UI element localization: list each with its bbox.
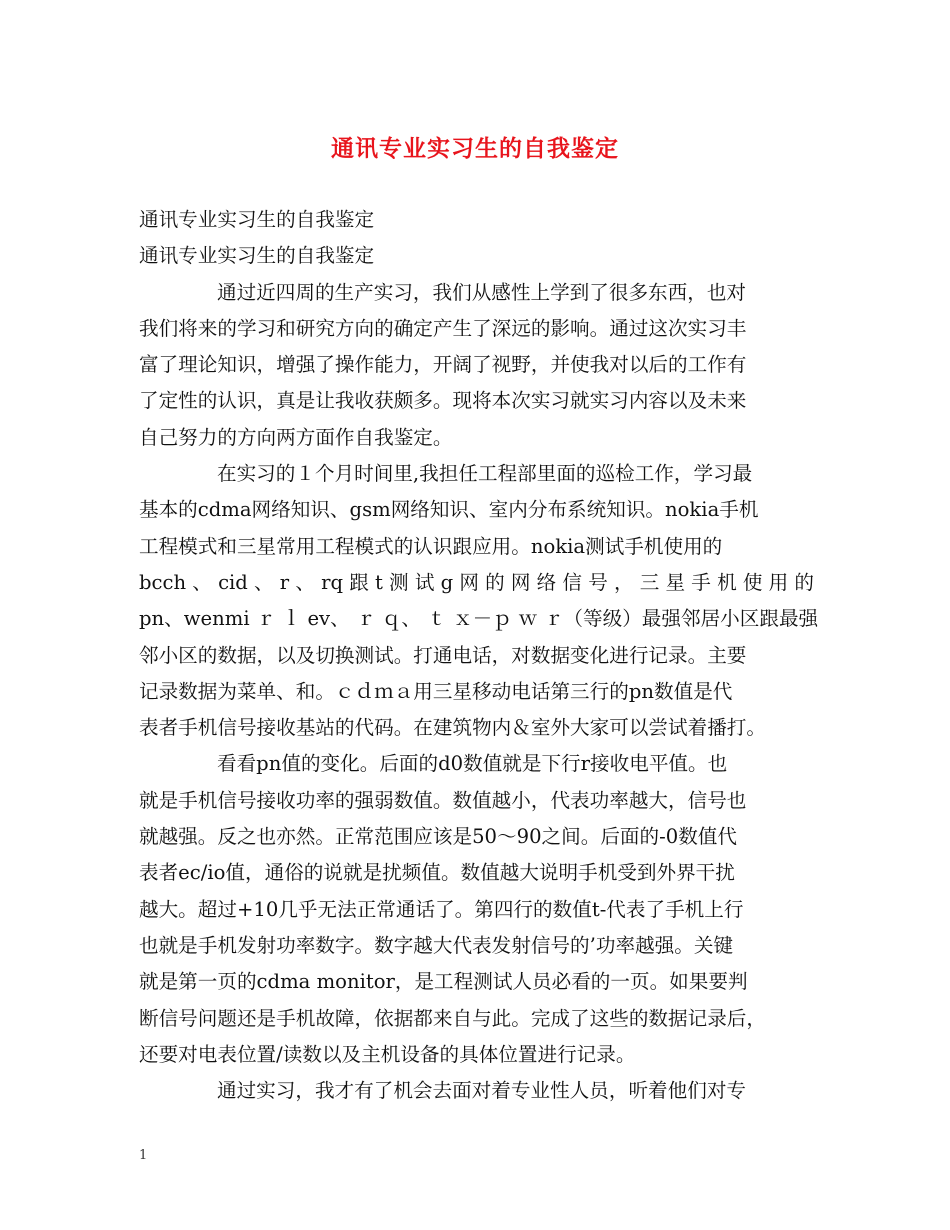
paragraph-line: 自己努力的方向两方面作自我鉴定。 <box>139 425 453 449</box>
document-body <box>139 202 819 1109</box>
paragraph-line: 基本的cdma网络知识、gsm网络知识、室内分布系统知识。nokia手机 <box>139 498 759 522</box>
paragraph-line: 就是第一页的cdma monitor，是工程测试人员必看的一页。如果要判 <box>139 970 748 994</box>
subtitle-line: 通讯专业实习生的自我鉴定 <box>139 244 375 268</box>
paragraph-line: 就越强。反之也亦然。正常范围应该是50～90之间。后面的-0数值代 <box>139 825 737 849</box>
paragraph-line: 表者ec/io值，通俗的说就是扰频值。数值越大说明手机受到外界干扰 <box>139 861 735 885</box>
paragraph-line: 通过近四周的生产实习，我们从感性上学到了很多东西，也对 <box>217 280 747 304</box>
paragraph-line: 了定性的认识，真是让我收获颇多。现将本次实习就实习内容以及未来 <box>139 389 747 413</box>
paragraph-line: pn、wenmi ｒ ｌ ev、 ｒ ｑ、 ｔ ｘ－ｐ ｗ ｒ（等级）最强邻居小区跟最强 <box>139 607 819 631</box>
paragraph-line: 看看pn值的变化。后面的d0数值就是下行r接收电平值。也 <box>217 752 728 776</box>
paragraph-line: 就是手机信号接收功率的强弱数值。数值越小，代表功率越大，信号也 <box>139 788 747 812</box>
paragraph-line: 断信号问题还是手机故障，依据都来自与此。完成了这些的数据记录后， <box>139 1006 766 1030</box>
paragraph-line: 表者手机信号接收基站的代码。在建筑物内＆室外大家可以尝试着播打。 <box>139 716 766 740</box>
paragraph-line: 工程模式和三星常用工程模式的认识跟应用。nokia测试手机使用的 <box>139 534 723 558</box>
paragraph-line: 富了理论知识，增强了操作能力，开阔了视野，并使我对以后的工作有 <box>139 353 747 377</box>
paragraph-line: 我们将来的学习和研究方向的确定产生了深远的影响。通过这次实习丰 <box>139 316 747 340</box>
paragraph-line: 也就是手机发射功率数字。数字越大代表发射信号的’功率越强。关键 <box>139 933 734 957</box>
paragraph-line: 还要对电表位置/读数以及主机设备的具体位置进行记录。 <box>139 1042 636 1066</box>
paragraph-line: 通过实习，我才有了机会去面对着专业性人员，听着他们对专 <box>217 1079 747 1103</box>
paragraph-line: 在实习的１个月时间里,我担任工程部里面的巡检工作，学习最 <box>217 462 753 486</box>
paragraph-line: 越大。超过+10几乎无法正常通话了。第四行的数值t-代表了手机上行 <box>139 897 744 921</box>
paragraph-line: 邻小区的数据，以及切换测试。打通电话，对数据变化进行记录。主要 <box>139 643 747 667</box>
paragraph-line: bcch、cid、r、rq跟t测试g网的网络信号，三星手机使用的 <box>139 570 814 594</box>
subtitle-line: 通讯专业实习生的自我鉴定 <box>139 208 375 231</box>
page-number: 1 <box>139 1148 148 1163</box>
document-title: 通讯专业实习生的自我鉴定 <box>331 135 619 162</box>
paragraph-line: 记录数据为菜单、和。ｃｄｍａ用三星移动电话第三行的pn数值是代 <box>139 679 733 703</box>
